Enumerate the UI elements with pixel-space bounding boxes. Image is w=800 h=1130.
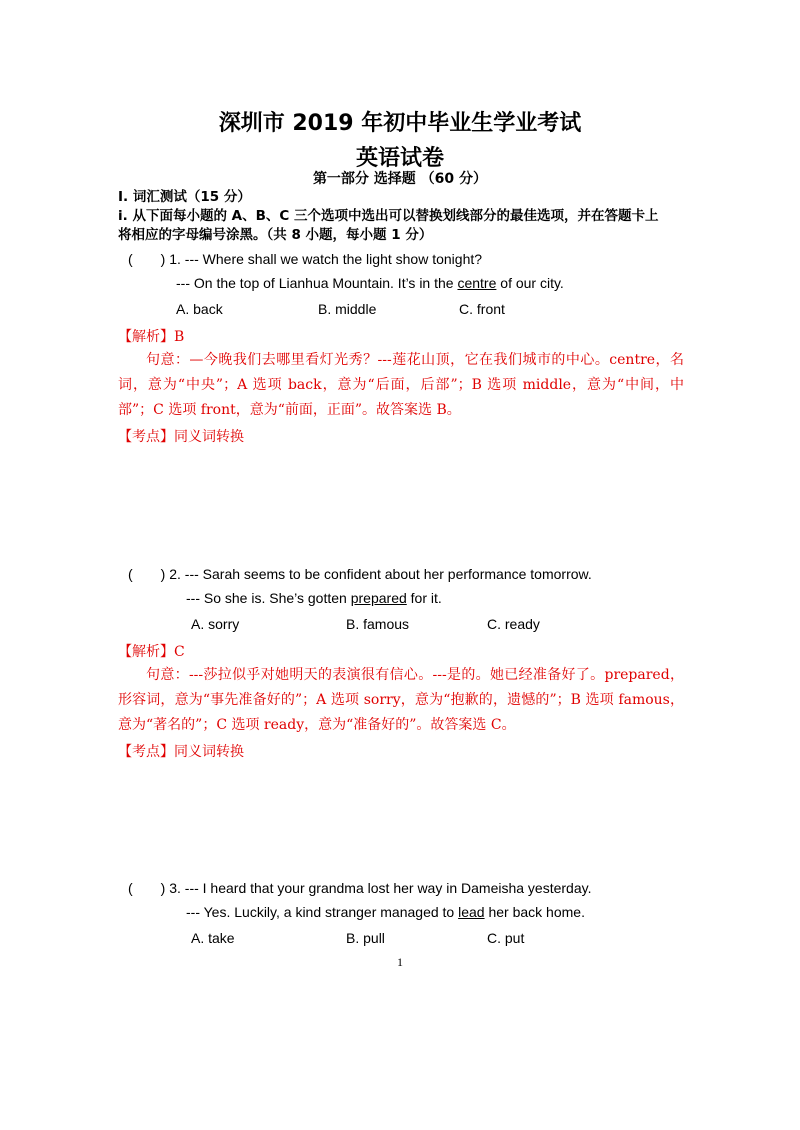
question-1-answer: 【解析】B <box>118 329 185 345</box>
question-2-explanation: 句意：---莎拉似乎对她明天的表演很有信心。---是的。她已经准备好了。prepared，形容词，意为“事先准备好的”；A 选项 sorry，意为“抱歉的，遗憾的”；B 选项 famous，意为“著名的”；C 选项 ready，意为“准备好的”。故答案选 C。 <box>118 667 684 733</box>
question-2-option-b: B. famous <box>346 616 410 632</box>
exam-subtitle: 英语试卷 <box>355 146 444 171</box>
question-1-explanation: 句意：—今晚我们去哪里看灯光秀？---莲花山顶，它在我们城市的中心。centre，名词，意为“中央”；A 选项 back，意为“后面，后部”；B 选项 middle，意为“中间，中部”；C 选项 front，意为“前面，正面”。故答案选 B。 <box>118 352 684 418</box>
question-3-option-a: A. take <box>191 930 235 946</box>
part-heading: 第一部分 选择题 （60 分） <box>312 171 488 187</box>
question-1-response-post: of our city. <box>496 275 564 291</box>
question-1-response <box>176 275 564 291</box>
question-2-response-pre: --- So she is. She’s gotten <box>186 590 351 606</box>
question-2-option-a: A. sorry <box>191 616 240 632</box>
question-2-underlined-word: prepared <box>350 590 407 606</box>
question-2-response-post: for it. <box>406 590 442 606</box>
question-2-prompt: ( ) 2. --- Sarah seems to be confident about her performance tomorrow. <box>128 566 592 582</box>
section-instruction-line-1: i. 从下面每小题的 A、B、C 三个选项中选出可以替换划线部分的最佳选项，并在答题卡上 <box>118 208 659 224</box>
question-3-underlined-word: lead <box>458 904 485 920</box>
question-1-response-pre: --- On the top of Lianhua Mountain. It’s in the <box>176 275 458 291</box>
exam-title: 深圳市 2019 年初中毕业生学业考试 <box>218 111 582 136</box>
question-3-prompt: ( ) 3. --- I heard that your grandma lost her way in Dameisha yesterday. <box>128 880 592 896</box>
question-2-response <box>186 590 442 606</box>
section-heading: I. 词汇测试（15 分） <box>118 189 251 205</box>
question-2-option-c: C. ready <box>487 616 540 632</box>
question-2-answer: 【解析】C <box>118 644 185 660</box>
page-number: 1 <box>397 955 403 969</box>
question-1-option-b: B. middle <box>318 301 377 317</box>
question-1-point: 【考点】同义词转换 <box>118 429 244 445</box>
question-1-underlined-word: centre <box>457 275 497 291</box>
section-instruction-line-2: 将相应的字母编号涂黑。（共 8 小题，每小题 1 分） <box>118 227 433 243</box>
question-3-response <box>186 904 585 920</box>
question-1-option-a: A. back <box>176 301 223 317</box>
question-1-option-c: C. front <box>459 301 505 317</box>
question-3-option-b: B. pull <box>346 930 385 946</box>
question-3-response-post: her back home. <box>484 904 585 920</box>
question-3-response-pre: --- Yes. Luckily, a kind stranger managed to <box>186 904 459 920</box>
question-3-option-c: C. put <box>487 930 525 946</box>
question-1-prompt: ( ) 1. --- Where shall we watch the light show tonight? <box>128 251 483 267</box>
question-2-point: 【考点】同义词转换 <box>118 744 244 760</box>
